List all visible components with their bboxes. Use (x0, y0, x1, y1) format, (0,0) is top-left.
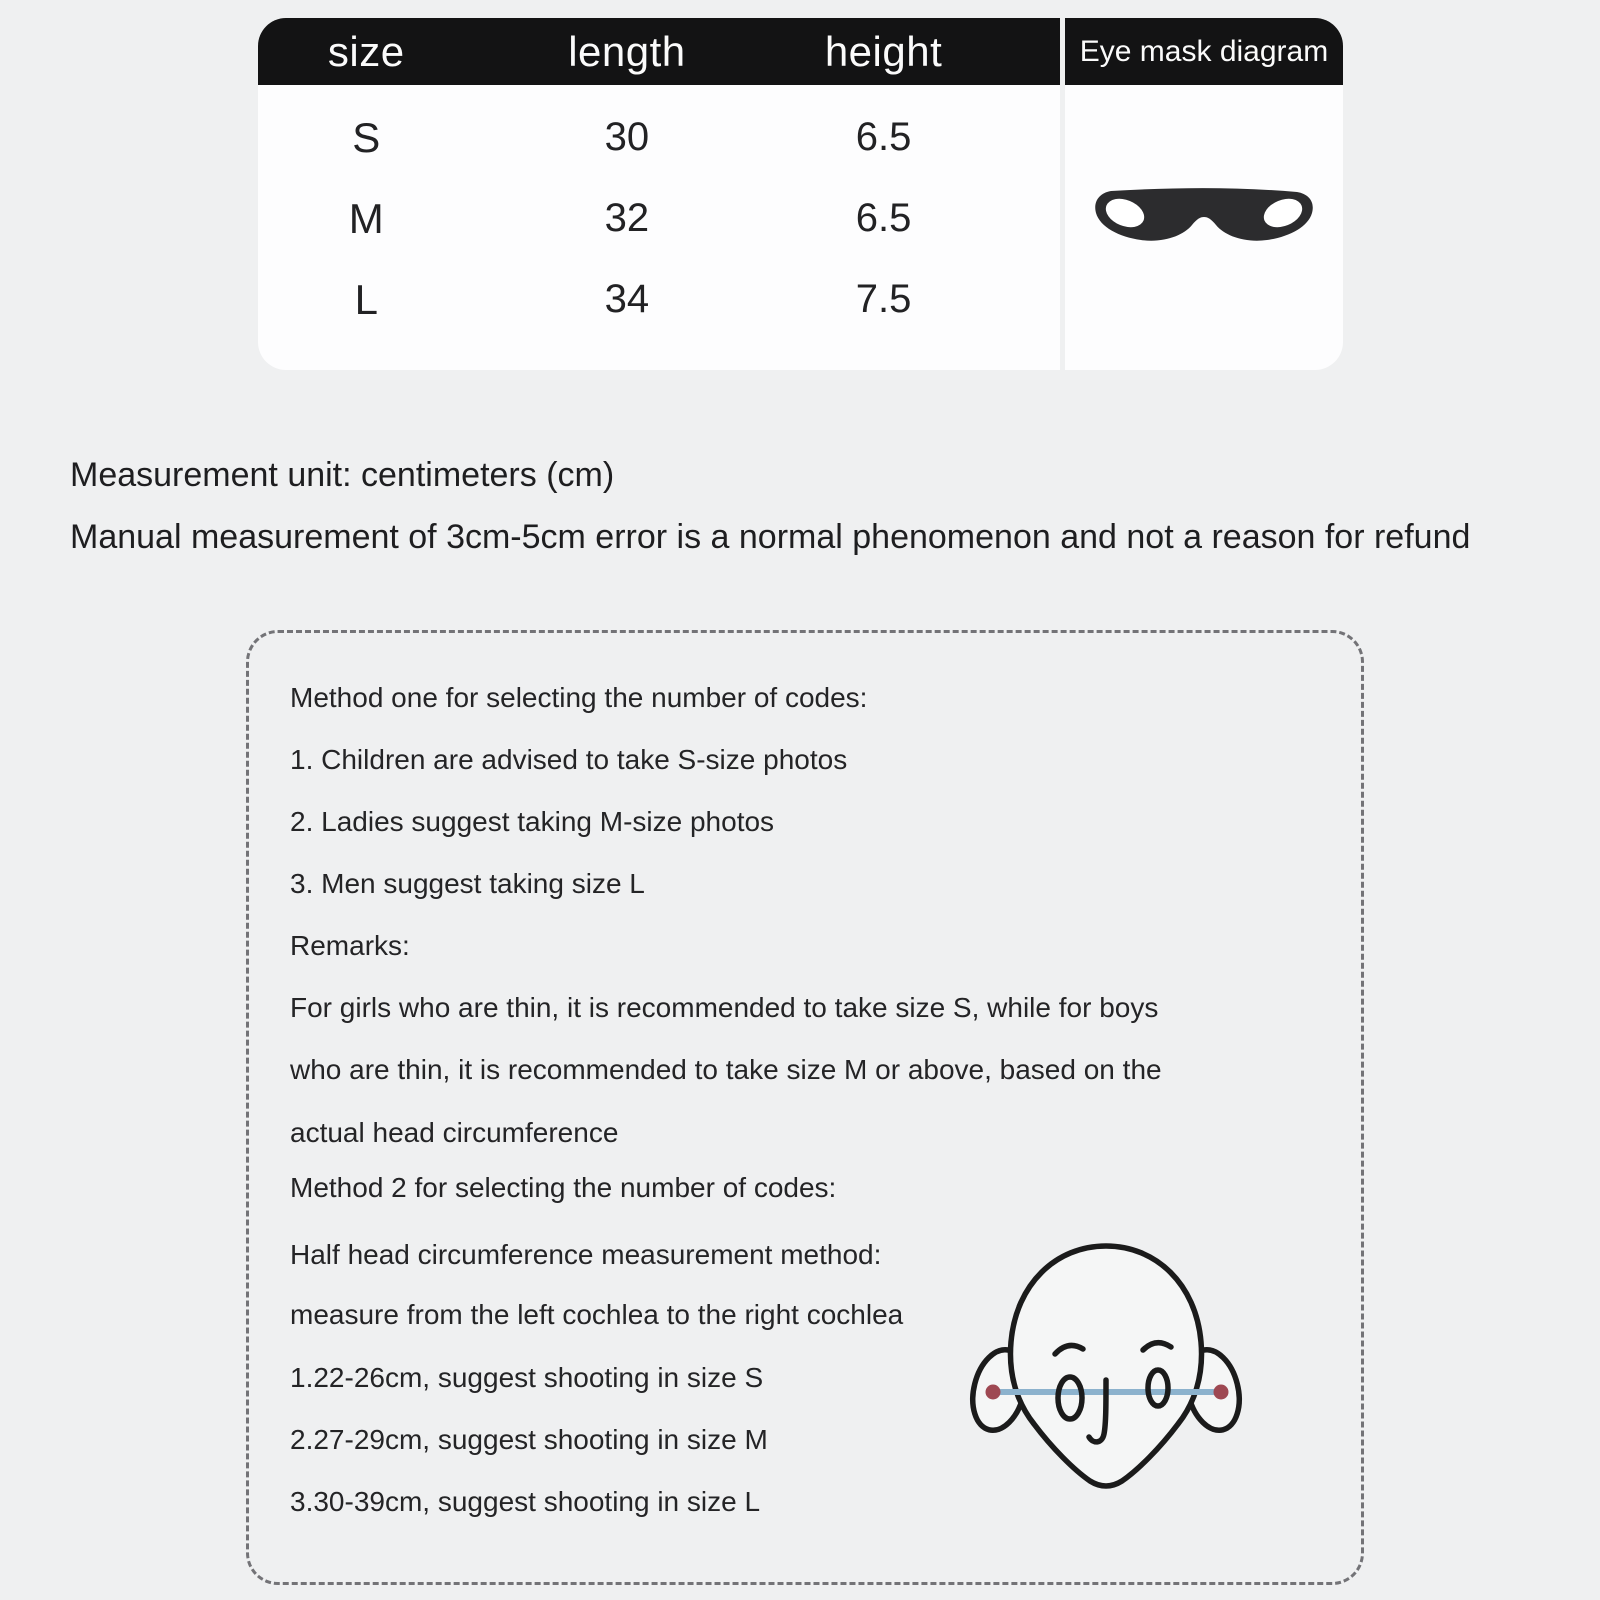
cell-height: 7.5 (855, 277, 912, 321)
instruction-line: For girls who are thin, it is recommended to take size S, while for boys (290, 992, 1159, 1023)
cell-length: 34 (604, 277, 650, 321)
instruction-line: 1.22-26cm, suggest shooting in size S (290, 1362, 764, 1393)
cell-length: 30 (604, 115, 650, 159)
instruction-line: actual head circumference (290, 1117, 619, 1148)
instruction-line: Method 2 for selecting the number of codes: (290, 1172, 837, 1203)
instruction-line: 3. Men suggest taking size L (290, 868, 645, 899)
instruction-line: 2. Ladies suggest taking M-size photos (290, 806, 775, 837)
instruction-line: 1. Children are advised to take S-size photos (290, 744, 848, 775)
instruction-box (246, 630, 1364, 1585)
instruction-line: Half head circumference measurement method: (290, 1239, 882, 1270)
instruction-line: who are thin, it is recommended to take size M or above, based on the (290, 1054, 1162, 1085)
size-table (258, 18, 1060, 370)
instruction-line: Remarks: (290, 930, 410, 961)
cell-size: L (354, 275, 378, 323)
cell-size: M (348, 194, 384, 242)
instruction-line: 3.30-39cm, suggest shooting in size L (290, 1486, 761, 1517)
instruction-line: Method one for selecting the number of codes: (290, 682, 868, 713)
instruction-line: measure from the left cochlea to the right cochlea (290, 1299, 904, 1330)
head-outline (1010, 1246, 1201, 1486)
eye-mask-icon (1089, 182, 1319, 252)
instruction-line: 2.27-29cm, suggest shooting in size M (290, 1424, 768, 1455)
column-header-length: length (568, 27, 686, 75)
cell-length: 32 (604, 196, 650, 240)
cell-height: 6.5 (855, 196, 912, 240)
column-header-size: size (327, 27, 405, 75)
head-measurement-illustration (960, 1218, 1250, 1508)
diagram-header-label: Eye mask diagram (1079, 34, 1329, 68)
measurement-unit-note: Measurement unit: centimeters (cm) (70, 456, 615, 494)
measurement-error-note: Manual measurement of 3cm-5cm error is a normal phenomenon and not a reason for refund (70, 518, 1471, 556)
measure-dot-left (986, 1385, 1001, 1400)
diagram-column-header (1065, 18, 1343, 85)
column-header-height: height (824, 27, 943, 75)
cell-height: 6.5 (855, 115, 912, 159)
size-table-header (258, 18, 1060, 85)
eye-mask-diagram-panel (1065, 18, 1343, 370)
cell-size: S (352, 113, 381, 161)
size-table-body (258, 85, 1060, 370)
diagram-cell (1065, 85, 1343, 370)
measure-dot-right (1214, 1385, 1229, 1400)
